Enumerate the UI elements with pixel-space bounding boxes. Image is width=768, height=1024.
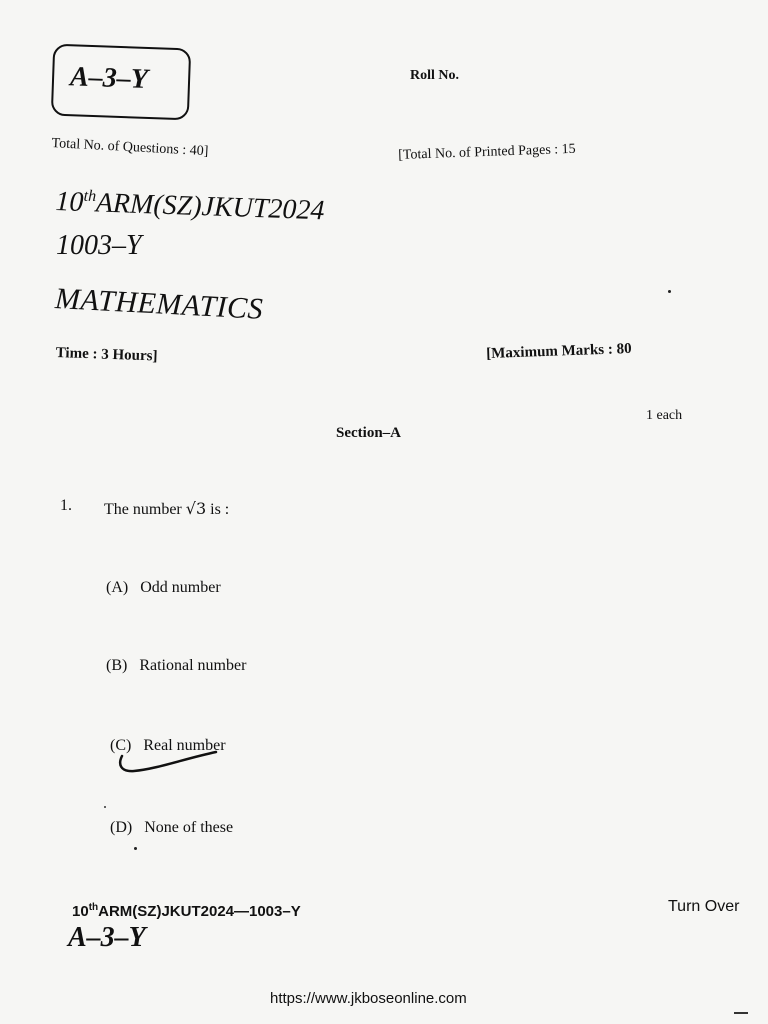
question-text — [104, 499, 229, 519]
total-pages: [Total No. of Printed Pages : 15 — [398, 141, 576, 163]
speck-dot — [104, 806, 106, 808]
option-label: (A) — [106, 579, 129, 596]
paper-code: A–3–Y — [69, 61, 149, 95]
edge-mark — [734, 1012, 748, 1014]
option-text: Real number — [143, 737, 226, 754]
question-text-before: The number — [104, 501, 182, 518]
roll-no-label: Roll No. — [410, 68, 459, 83]
option-text: Odd number — [140, 579, 221, 596]
speck-dot — [134, 847, 137, 850]
option-d — [110, 819, 233, 837]
max-marks: [Maximum Marks : 80 — [486, 340, 632, 362]
footer-code-sup: th — [88, 902, 99, 913]
turn-over-wrap — [668, 898, 768, 916]
exam-code-rest: ARM(SZ)JKUT2024 — [95, 187, 325, 227]
option-text: None of these — [144, 819, 234, 836]
exam-code-sup: th — [83, 187, 97, 206]
speck-dot — [668, 290, 671, 293]
question-number: 1. — [60, 497, 72, 514]
exam-code-prefix: 10 — [54, 186, 84, 218]
footer-code-prefix: 10 — [72, 903, 89, 920]
section-title: Section–A — [336, 425, 401, 441]
paper-number: 1003–Y — [56, 230, 142, 261]
source-url: https://www.jkboseonline.com — [270, 990, 467, 1007]
exam-code — [55, 186, 325, 227]
turn-over-label: Turn Over — [668, 898, 740, 915]
option-label: (C) — [110, 737, 132, 754]
option-label: (B) — [106, 657, 128, 674]
option-label: (D) — [110, 819, 133, 836]
total-questions: Total No. of Questions : 40] — [51, 136, 209, 160]
subject-title: MATHEMATICS — [54, 282, 264, 326]
footer-code-rest: ARM(SZ)JKUT2024—1003–Y — [98, 903, 301, 920]
sqrt-three: √3 — [185, 499, 207, 518]
footer-exam-code — [72, 902, 301, 920]
footer-paper-code: A–3–Y — [68, 922, 146, 953]
marks-note: 1 each — [646, 408, 683, 423]
paper-code-box — [51, 44, 191, 121]
option-text: Rational number — [139, 657, 247, 674]
option-a — [106, 579, 221, 597]
time-label: Time : 3 Hours] — [55, 345, 158, 365]
question-text-after: is : — [210, 501, 230, 518]
handwritten-tick-mark — [112, 744, 222, 780]
option-b — [106, 657, 246, 675]
